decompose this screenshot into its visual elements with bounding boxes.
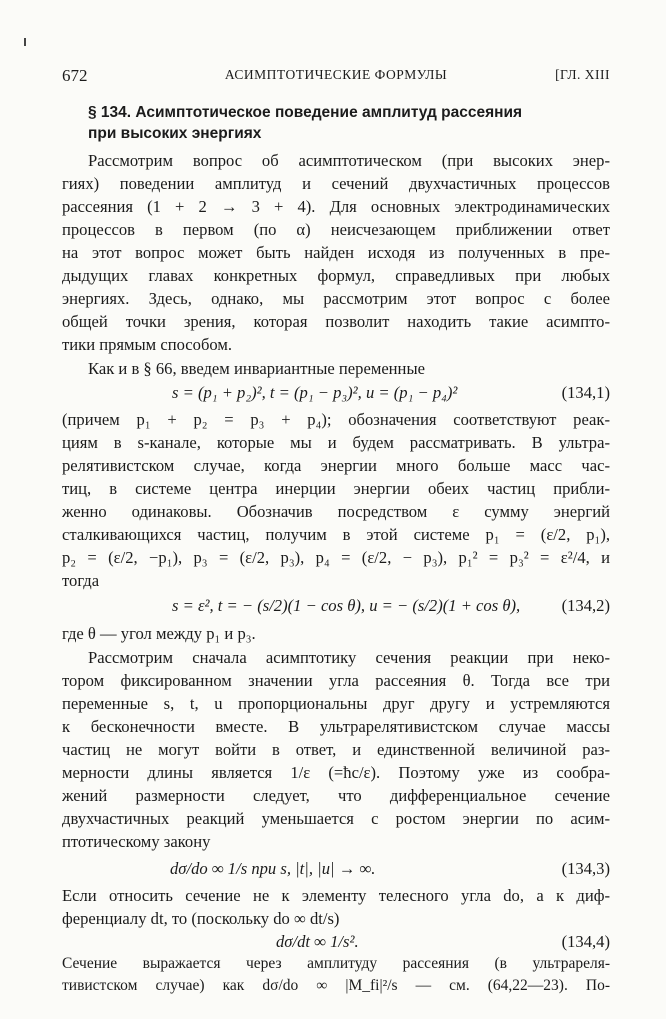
text-line: Если относить сечение не к элементу телесного угла do, а к диф- xyxy=(62,886,610,905)
text-line: циям в s-канале, которые мы и будем рассматривать. В ультра- xyxy=(62,433,610,452)
text-line: рассеяния (1 + 2 → 3 + 4). Для основных электродинамических xyxy=(62,197,610,216)
text-line: p₂ = (ε/2, −p₁), p₃ = (ε/2, p₃), p₄ = (ε/2, − p₃), p₁² = p₃² = ε²/4, и xyxy=(62,548,610,567)
equation: dσ/dt ∞ 1/s². xyxy=(276,932,359,951)
text-line: Сечение выражается через амплитуду рассеяния (в ультрареля- xyxy=(62,955,610,972)
text-line: сталкивающихся частиц, получим в этой системе p₁ = (ε/2, p₁), xyxy=(62,525,610,544)
text-line: тогда xyxy=(62,571,100,590)
text-line: тивистском случае) как dσ/do ∞ |M_fi|²/s — см. (64,22—23). По- xyxy=(62,977,610,994)
equation-number: (134,4) xyxy=(561,932,610,951)
text-line: на этот вопрос может быть найден исходя из полученных в пре- xyxy=(62,243,610,262)
text-line: к бесконечности вместе. В ультрарелятивистском случае массы xyxy=(62,717,610,736)
text-line: тором фиксированном значении угла рассеяния θ. Тогда все три xyxy=(62,671,610,690)
text-line: где θ — угол между p₁ и p₃. xyxy=(62,624,256,643)
text-line: Рассмотрим сначала асимптотику сечения реакции при неко- xyxy=(88,648,610,667)
section-heading-line: при высоких энергиях xyxy=(88,125,262,142)
equation-number: (134,3) xyxy=(561,859,610,878)
text-line: дыдущих главах конкретных формул, справедливых при любых xyxy=(62,266,610,285)
text-line: тики прямым способом. xyxy=(62,335,233,354)
text-line: переменные s, t, u пропорциональны друг другу и устремляются xyxy=(62,694,610,713)
text-line: релятивистском случае, когда энергии много больше масс час- xyxy=(62,456,610,475)
running-title: АСИМПТОТИЧЕСКИЕ ФОРМУЛЫ xyxy=(224,67,448,82)
text-line: мерности длины является 1/ε (=ħc/ε). Поэтому уже из сообра- xyxy=(62,763,610,782)
equation: s = ε², t = − (s/2)(1 − cos θ), u = − (s/2)(1 + cos θ), xyxy=(172,596,521,615)
running-head xyxy=(62,66,610,86)
text-line: жений размерности следует, что дифференциальное сечение xyxy=(62,786,610,805)
text-line: процессов в первом (по α) неисчезающем приближении ответ xyxy=(62,220,610,239)
text-line: Как и в § 66, введем инвариантные переменные xyxy=(88,359,425,378)
scan-mark xyxy=(24,38,26,46)
section-heading-line: § 134. Асимптотическое поведение амплитуд рассеяния xyxy=(88,104,523,121)
equation: dσ/do ∞ 1/s при s, |t|, |u| → ∞. xyxy=(170,859,376,878)
equation: s = (p₁ + p₂)², t = (p₁ − p₃)², u = (p₁ − p₄)² xyxy=(172,383,458,402)
page-number: 672 xyxy=(62,66,88,85)
text-line: гиях) поведении амплитуд и сечений двухчастичных процессов xyxy=(62,174,610,193)
text-line: энергиях. Здесь, однако, мы рассмотрим этот вопрос с более xyxy=(62,289,610,308)
text-line: Рассмотрим вопрос об асимптотическом (при высоких энер- xyxy=(88,151,610,170)
text-line: женно одинаковы. Обозначив посредством ε сумму энергий xyxy=(62,502,610,521)
chapter-label: [ГЛ. XIII xyxy=(555,67,610,82)
section-heading xyxy=(88,102,588,144)
text-line: птотическому закону xyxy=(62,832,211,851)
text-line: частиц не могут войти в ответ, и единственной величиной раз- xyxy=(62,740,610,759)
text-line: (причем p₁ + p₂ = p₃ + p₄); обозначения соответствуют реак- xyxy=(62,410,610,429)
equation-number: (134,2) xyxy=(561,596,610,615)
text-line: тиц, в системе центра инерции энергии обеих частиц прибли- xyxy=(62,479,610,498)
text-line: двухчастичных реакций уменьшается с ростом энергии по асим- xyxy=(62,809,610,828)
equation-number: (134,1) xyxy=(561,383,610,402)
text-line: общей точки зрения, которая позволит находить такие асимпто- xyxy=(62,312,610,331)
text-line: ференциалу dt, то (поскольку do ∞ dt/s) xyxy=(62,909,340,928)
